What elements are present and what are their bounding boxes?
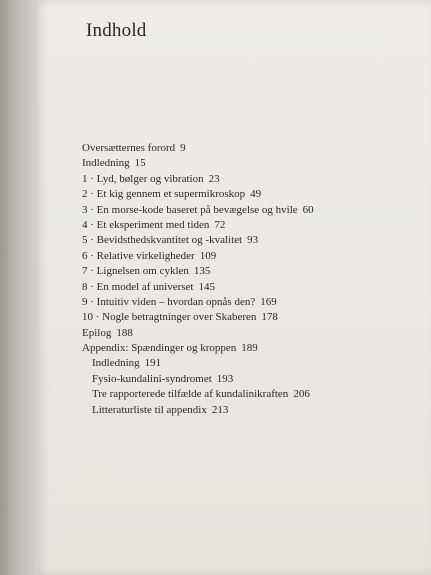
toc-entry-title: Indledning xyxy=(92,357,140,370)
toc-entry xyxy=(82,295,314,310)
toc-entry xyxy=(82,326,314,341)
toc-entry xyxy=(82,156,314,171)
toc-entry xyxy=(82,310,314,325)
toc-entry-title: Epilog xyxy=(82,326,112,339)
table-of-contents xyxy=(82,141,314,418)
toc-entry-page: 188 xyxy=(116,326,133,339)
toc-entry-page: 49 xyxy=(250,188,262,201)
book-gutter xyxy=(0,0,38,575)
page-title: Indhold xyxy=(86,20,147,41)
toc-entry-page: 193 xyxy=(216,372,234,385)
toc-entry-page: 191 xyxy=(144,357,162,370)
toc-entry-title: 2 · Et kig gennem et supermikroskop xyxy=(82,188,246,201)
toc-entry xyxy=(82,249,314,264)
toc-subentry xyxy=(82,387,314,402)
toc-entry-page: 72 xyxy=(214,218,226,231)
toc-entry xyxy=(82,203,314,218)
toc-entry-title: 9 · Intuitiv viden – hvordan opnås den? xyxy=(82,295,256,308)
toc-entry-title: Indledning xyxy=(82,157,130,170)
toc-entry-title: 3 · En morse-kode baseret på bevægelse og hvile xyxy=(82,203,298,216)
toc-entry-page: 9 xyxy=(180,142,186,154)
toc-entry xyxy=(82,233,314,248)
toc-entry xyxy=(82,187,314,202)
toc-entry-title: 10 · Nogle betragtninger over Skaberen xyxy=(82,311,257,324)
toc-entry-title: 7 · Lignelsen om cyklen xyxy=(82,265,189,278)
toc-entry-page: 145 xyxy=(198,280,215,293)
toc-entry-page: 23 xyxy=(208,172,220,185)
toc-entry-title: Appendix: Spændinger og kroppen xyxy=(82,342,237,355)
toc-entry xyxy=(82,218,314,233)
toc-entry-title: Fysio-kundalini-syndromet xyxy=(92,372,212,385)
toc-entry-page: 206 xyxy=(293,388,310,401)
toc-entry xyxy=(82,172,314,187)
toc-entry-page: 189 xyxy=(241,342,258,355)
toc-entry-title: 6 · Relative virkeligheder xyxy=(82,249,195,262)
toc-entry xyxy=(82,264,314,279)
toc-entry-page: 60 xyxy=(302,203,314,216)
toc-entry-title: 8 · En model af universet xyxy=(82,280,194,293)
toc-entry-page: 178 xyxy=(261,311,278,324)
toc-entry-title: Oversætternes forord xyxy=(82,142,176,154)
toc-entry xyxy=(82,280,314,295)
toc-entry-page: 93 xyxy=(247,234,259,247)
toc-entry-title: Litteraturliste til appendix xyxy=(92,403,207,416)
toc-entry-page: 109 xyxy=(199,249,217,262)
toc-entry-title: Tre rapporterede tilfælde af kundalinikraften xyxy=(92,388,289,401)
toc-entry-page: 169 xyxy=(260,295,277,308)
toc-entry-title: 1 · Lyd, bølger og vibration xyxy=(82,172,204,185)
toc-entry-title: 5 · Bevidsthedskvantitet og -kvalitet xyxy=(82,234,243,247)
toc-subentry xyxy=(82,356,314,371)
toc-entry-page: 213 xyxy=(211,403,229,416)
toc-entry-page: 15 xyxy=(134,157,146,170)
toc-entry-title: 4 · Et eksperiment med tiden xyxy=(82,218,210,231)
toc-entry xyxy=(82,341,314,356)
toc-entry xyxy=(82,141,314,156)
toc-subentry xyxy=(82,372,314,387)
toc-entry-page: 135 xyxy=(193,265,211,278)
toc-subentry xyxy=(82,403,314,418)
